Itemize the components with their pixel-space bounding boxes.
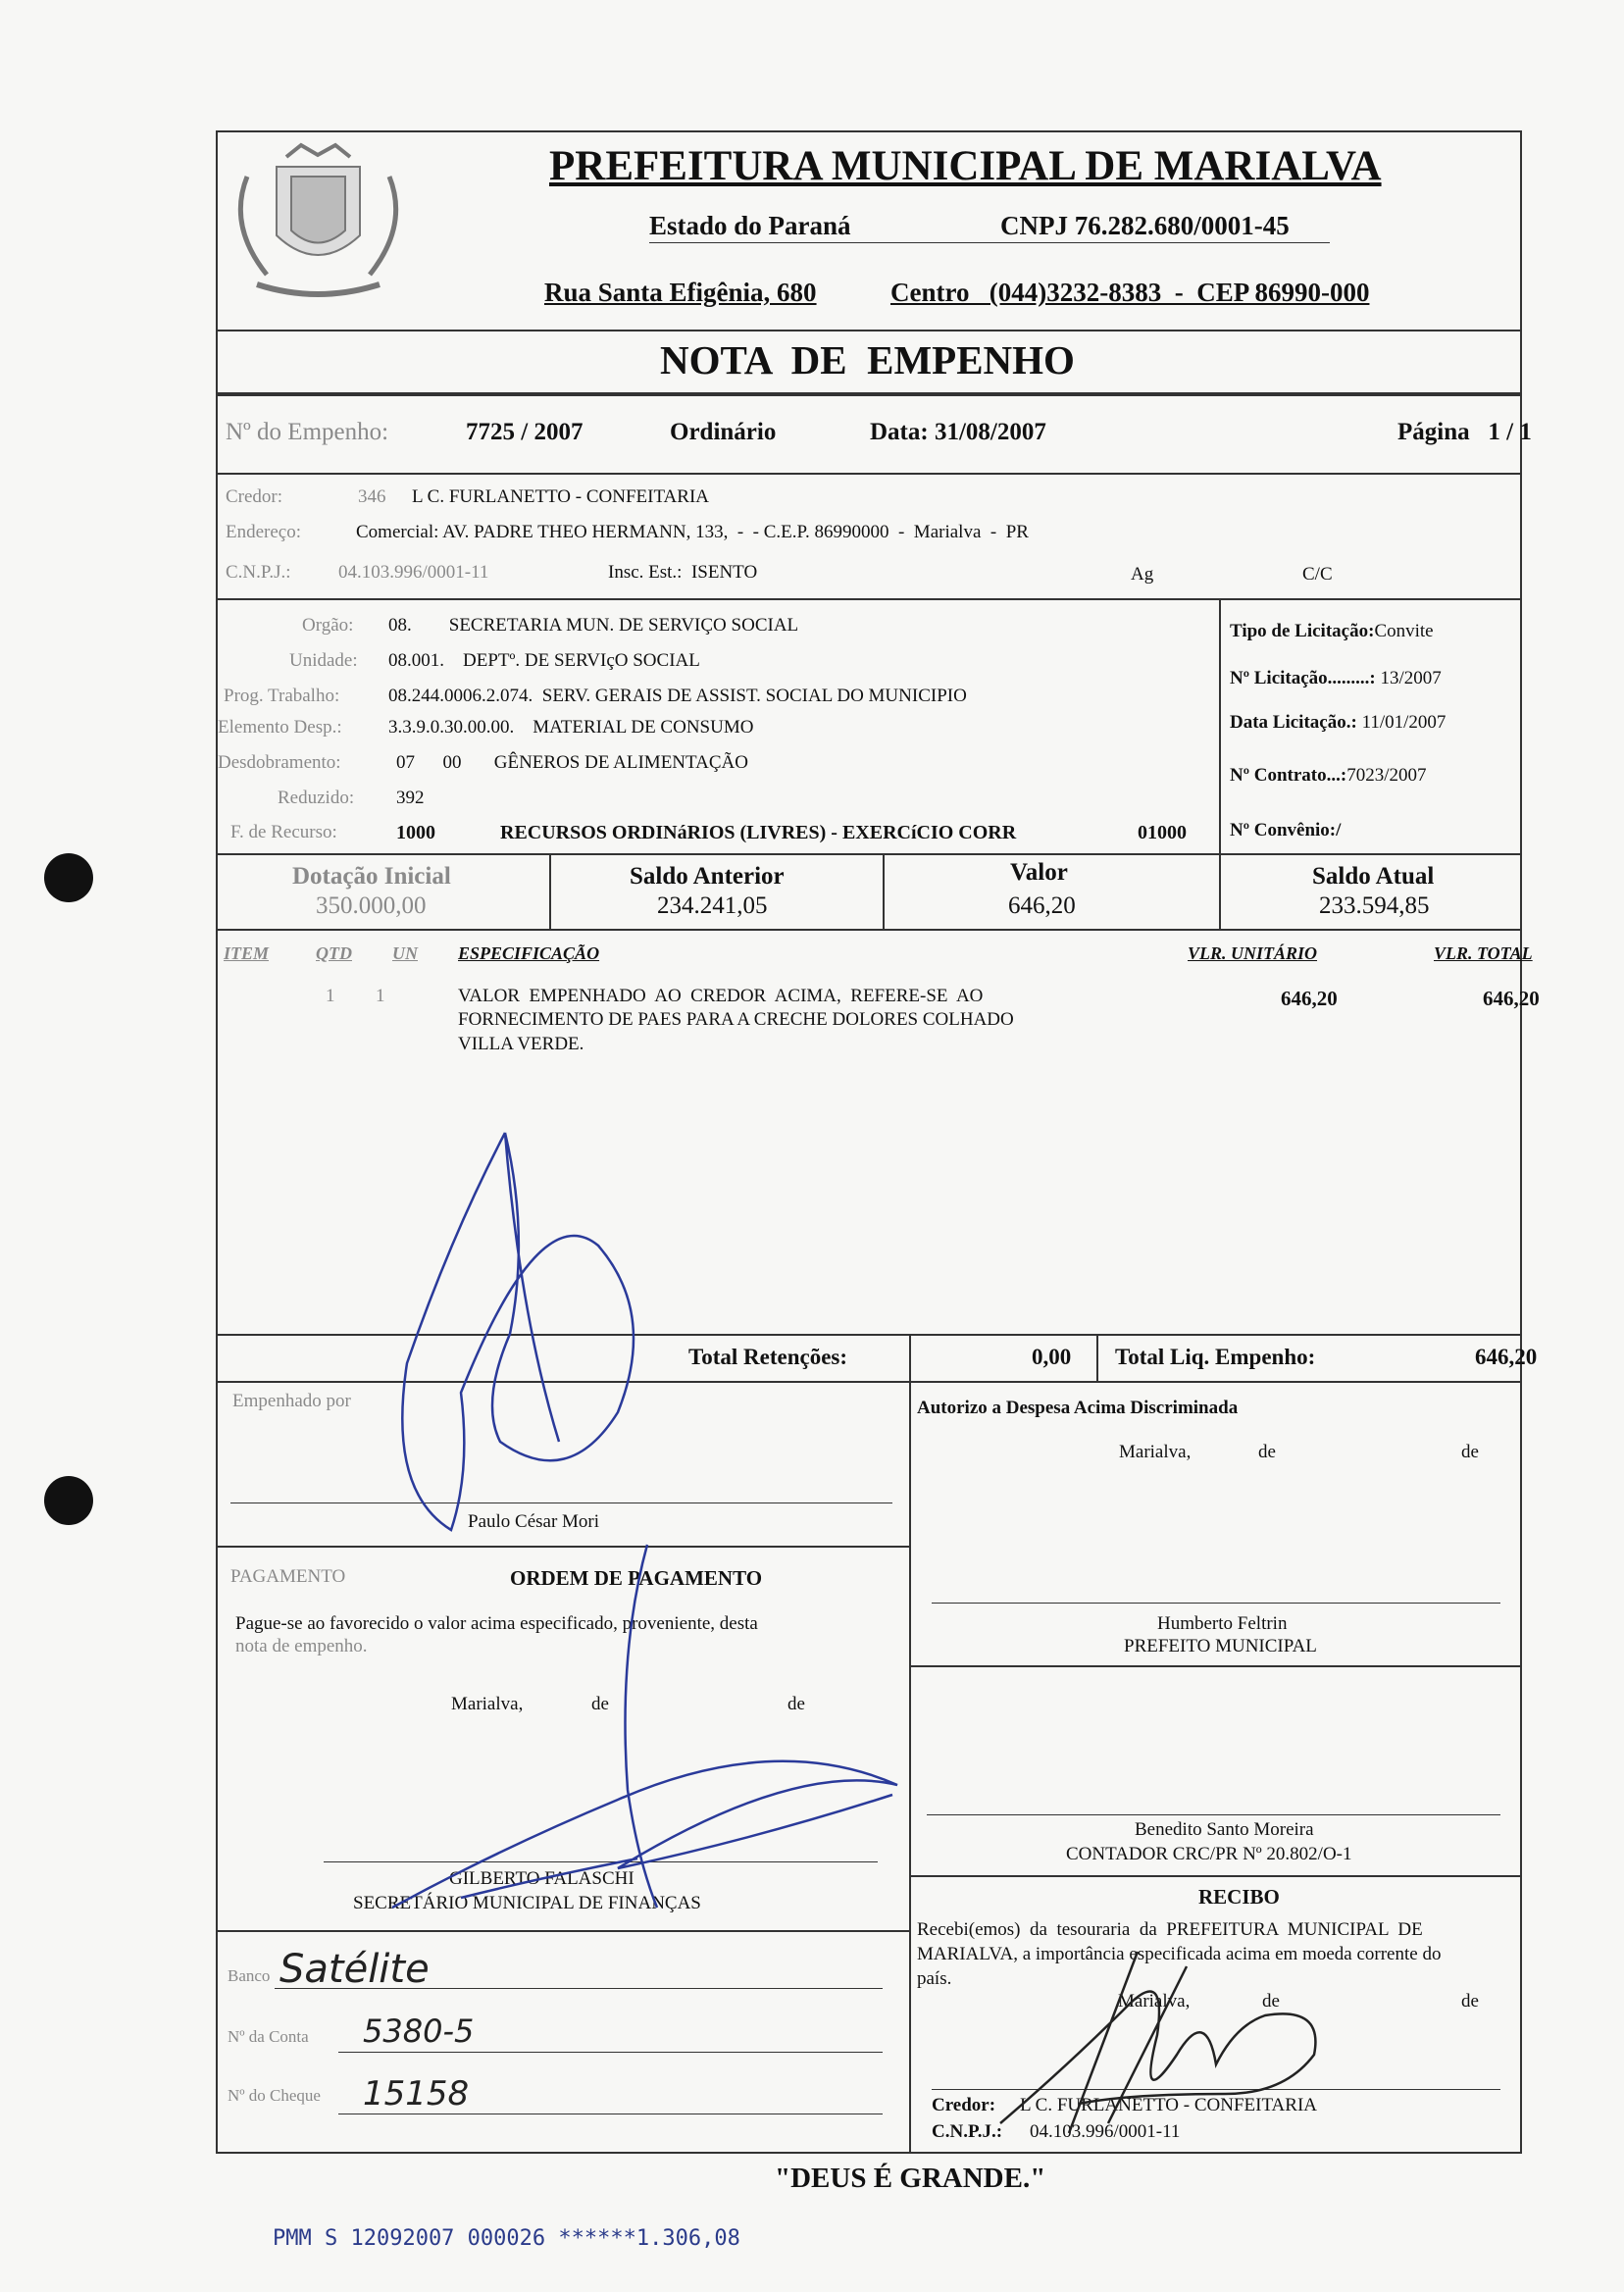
divider xyxy=(216,929,1522,931)
autorizo-de1: de xyxy=(1258,1442,1276,1462)
recurso-num: 01000 xyxy=(1138,822,1187,843)
cheque-label: Nº do Cheque xyxy=(228,2086,321,2105)
prog-value: 08.244.0006.2.074. SERV. GERAIS DE ASSIST. SOCIAL DO MUNICIPIO xyxy=(388,686,967,706)
prog-label: Prog. Trabalho: xyxy=(224,686,340,706)
unidade-value: 08.001. DEPTº. DE SERVIçO SOCIAL xyxy=(388,650,700,671)
divider xyxy=(883,853,885,929)
desdob-label: Desdobramento: xyxy=(218,752,341,773)
data-licitacao-caption: Data Licitação.: xyxy=(1230,712,1362,733)
conta-value: 5380-5 xyxy=(363,2012,475,2050)
item-qty: 1 xyxy=(376,986,385,1006)
prefeitura-title: PREFEITURA MUNICIPAL DE MARIALVA xyxy=(549,143,1382,189)
credor-label: Credor: xyxy=(226,486,283,507)
valor-label: Valor xyxy=(1010,859,1068,886)
col-spec: ESPECIFICAÇÃO xyxy=(458,943,600,963)
motto: "DEUS É GRANDE." xyxy=(775,2163,1046,2194)
divider xyxy=(216,598,1522,600)
recurso-desc: RECURSOS ORDINáRIOS (LIVRES) - EXERCíCIO CORR xyxy=(500,822,1017,843)
pagamento-de1: de xyxy=(591,1694,609,1714)
divider xyxy=(909,1334,911,1381)
page-number: Página 1 / 1 xyxy=(1397,419,1532,445)
num-licitacao-caption: Nº Licitação.........: xyxy=(1230,668,1381,688)
col-unit: VLR. UNITÁRIO xyxy=(1188,943,1318,963)
autorizo-de2: de xyxy=(1461,1442,1479,1462)
agency-label: Ag xyxy=(1131,564,1154,585)
credor-code: 346 xyxy=(358,486,386,507)
divider xyxy=(549,853,551,929)
divider xyxy=(216,853,1522,855)
register-stamp: PMM S 12092007 000026 ******1.306,08 xyxy=(273,2226,740,2251)
address-field-label: Endereço: xyxy=(226,522,302,542)
empenho-label: Nº do Empenho: xyxy=(226,419,389,445)
recibo-title: RECIBO xyxy=(1198,1885,1280,1909)
recibo-text: Recebi(emos) da tesouraria da PREFEITURA MUNICIPAL DE xyxy=(917,1919,1423,1940)
signature-line xyxy=(932,1603,1500,1604)
recurso-label: F. de Recurso: xyxy=(230,822,337,842)
document-title: NOTA DE EMPENHO xyxy=(660,337,1075,382)
valor-value: 646,20 xyxy=(1008,892,1076,919)
col-total: VLR. TOTAL xyxy=(1434,943,1533,963)
dotacao-value: 350.000,00 xyxy=(316,892,427,919)
total-retencoes-label: Total Retenções: xyxy=(688,1345,848,1369)
data-licitacao-value: 11/01/2007 xyxy=(1361,712,1446,733)
dotacao-label: Dotação Inicial xyxy=(292,863,451,890)
divider xyxy=(216,330,1522,331)
desdob-value: 07 00 GÊNEROS DE ALIMENTAÇÃO xyxy=(396,752,748,773)
elemento-label: Elemento Desp.: xyxy=(218,717,342,738)
empenho-date: Data: 31/08/2007 xyxy=(870,419,1046,445)
tipo-licitacao-caption: Tipo de Licitação: xyxy=(1230,621,1375,641)
mayor-title: PREFEITO MUNICIPAL xyxy=(1124,1636,1317,1656)
pagamento-de2: de xyxy=(787,1694,805,1714)
header-underline-1 xyxy=(649,242,1330,243)
unidade-label: Unidade: xyxy=(289,650,358,671)
signature-scribble-paulo xyxy=(392,1118,667,1550)
empenho-type: Ordinário xyxy=(670,419,777,445)
total-liquido-label: Total Liq. Empenho: xyxy=(1115,1345,1316,1369)
pagamento-text: Pague-se ao favorecido o valor acima especificado, proveniente, desta xyxy=(235,1613,758,1634)
num-licitacao-value: 13/2007 xyxy=(1380,668,1442,688)
pagamento-place: Marialva, xyxy=(451,1694,524,1714)
field-line xyxy=(275,1988,883,1989)
saldo-atual-value: 233.594,85 xyxy=(1319,892,1430,919)
cheque-value: 15158 xyxy=(363,2074,470,2114)
conta-label: Nº da Conta xyxy=(228,2027,309,2046)
divider xyxy=(1096,1334,1098,1381)
recurso-code: 1000 xyxy=(396,822,435,843)
contrato xyxy=(1230,765,1426,787)
field-line xyxy=(338,2052,883,2053)
reduzido-label: Reduzido: xyxy=(278,788,355,808)
coat-of-arms-logo xyxy=(218,137,419,304)
recibo-credor-value: L C. FURLANETTO - CONFEITARIA xyxy=(1020,2095,1317,2115)
item-unit-value: 646,20 xyxy=(1281,987,1338,1010)
secretary-title: SECRETÁRIO MUNICIPAL DE FINANÇAS xyxy=(353,1893,701,1913)
recibo-de2: de xyxy=(1461,1991,1479,2012)
punch-hole-top xyxy=(44,853,93,902)
divider xyxy=(909,1665,1522,1667)
pagamento-title: ORDEM DE PAGAMENTO xyxy=(510,1566,763,1590)
signature-scribble-gilberto xyxy=(382,1535,912,1927)
tipo-licitacao-value: Convite xyxy=(1374,621,1434,641)
empenhado-name: Paulo César Mori xyxy=(468,1511,600,1532)
divider xyxy=(216,1930,909,1932)
secretary-name: GILBERTO FALASCHI xyxy=(449,1868,634,1889)
account-label: C/C xyxy=(1302,564,1333,585)
recibo-text: MARIALVA, a importância especificada acima em moeda corrente do xyxy=(917,1944,1442,1964)
col-item: ITEM xyxy=(224,943,270,963)
contrato-value: 7023/2007 xyxy=(1346,765,1427,786)
pagamento-label: PAGAMENTO xyxy=(230,1566,346,1587)
recibo-text: país. xyxy=(917,1968,952,1989)
orgao-label: Orgão: xyxy=(302,615,354,636)
credor-name: L C. FURLANETTO - CONFEITARIA xyxy=(412,486,709,507)
divider xyxy=(909,1875,1522,1877)
address-label: Rua Santa Efigênia, 680 xyxy=(544,278,817,307)
recibo-de1: de xyxy=(1262,1991,1280,2012)
cnpj-field-label: C.N.P.J.: xyxy=(226,562,291,583)
signature-scribble-credor xyxy=(990,1947,1383,2143)
empenhado-label: Empenhado por xyxy=(232,1391,351,1411)
contador-name: Benedito Santo Moreira xyxy=(1135,1819,1314,1840)
recibo-cnpj-value: 04.103.996/0001-11 xyxy=(1030,2121,1181,2142)
recibo-credor-label: Credor: xyxy=(932,2095,996,2115)
credor-cnpj: 04.103.996/0001-11 xyxy=(338,562,489,583)
col-un: UN xyxy=(392,943,418,963)
col-qtd: QTD xyxy=(316,943,352,963)
item-spec-line: FORNECIMENTO DE PAES PARA A CRECHE DOLORES COLHADO xyxy=(458,1009,1014,1030)
punch-hole-bottom xyxy=(44,1476,93,1525)
convenio-label: Nº Convênio:/ xyxy=(1230,820,1342,840)
recibo-cnpj-label: C.N.P.J.: xyxy=(932,2121,1003,2142)
item-total-value: 646,20 xyxy=(1483,987,1540,1010)
orgao-value: 08. SECRETARIA MUN. DE SERVIÇO SOCIAL xyxy=(388,615,799,636)
reduzido-value: 392 xyxy=(396,788,425,808)
data-licitacao xyxy=(1230,712,1446,734)
item-spec-line: VALOR EMPENHADO AO CREDOR ACIMA, REFERE-SE AO xyxy=(458,986,984,1006)
divider xyxy=(1219,853,1221,929)
num-licitacao xyxy=(1230,668,1442,689)
banco-label: Banco xyxy=(228,1966,271,1985)
banco-value: Satélite xyxy=(279,1947,430,1992)
contact-label: Centro (044)3232-8383 - CEP 86990-000 xyxy=(890,278,1370,307)
divider xyxy=(1219,598,1221,853)
pagamento-text: nota de empenho. xyxy=(235,1636,368,1656)
saldo-anterior-label: Saldo Anterior xyxy=(630,863,785,890)
item-number: 1 xyxy=(326,986,335,1006)
state-label: Estado do Paraná xyxy=(649,211,851,240)
cnpj-label: CNPJ 76.282.680/0001-45 xyxy=(1000,211,1290,240)
total-liquido-value: 646,20 xyxy=(1475,1345,1538,1369)
contador-title: CONTADOR CRC/PR Nº 20.802/O-1 xyxy=(1066,1844,1352,1864)
contrato-caption: Nº Contrato...: xyxy=(1230,765,1347,786)
recibo-place: Marialva, xyxy=(1118,1991,1191,2012)
divider xyxy=(216,392,1522,396)
item-spec-line: VILLA VERDE. xyxy=(458,1034,584,1054)
saldo-atual-label: Saldo Atual xyxy=(1312,863,1435,890)
autorizo-title: Autorizo a Despesa Acima Discriminada xyxy=(917,1398,1239,1418)
insc-est: Insc. Est.: ISENTO xyxy=(608,562,758,583)
tipo-licitacao-label xyxy=(1230,621,1434,642)
empenho-number: 7725 / 2007 xyxy=(466,419,584,445)
autorizo-place: Marialva, xyxy=(1119,1442,1192,1462)
credor-address: Comercial: AV. PADRE THEO HERMANN, 133, - - C.E.P. 86990000 - Marialva - PR xyxy=(356,522,1029,542)
mayor-name: Humberto Feltrin xyxy=(1157,1613,1288,1634)
signature-line xyxy=(927,1814,1500,1815)
elemento-value: 3.3.9.0.30.00.00. MATERIAL DE CONSUMO xyxy=(388,717,754,738)
total-retencoes-value: 0,00 xyxy=(1032,1345,1072,1369)
saldo-anterior-value: 234.241,05 xyxy=(657,892,768,919)
divider xyxy=(216,473,1522,475)
